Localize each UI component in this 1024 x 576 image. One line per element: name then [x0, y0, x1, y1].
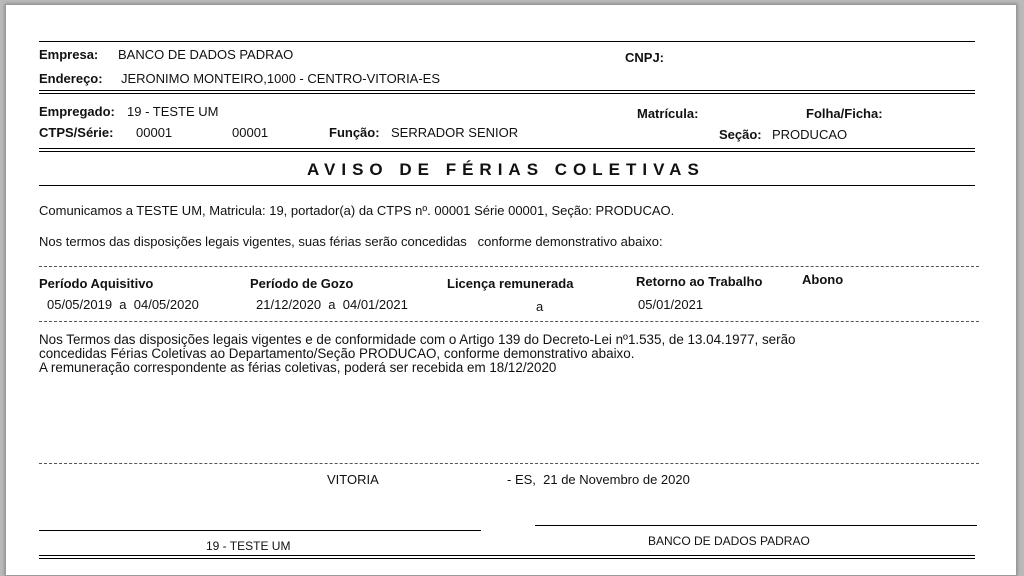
dashed-rule: [39, 463, 979, 464]
legal-line-2: concedidas Férias Coletivas ao Departamento/Seção PRODUCAO, conforme demonstrativo abaixo.: [39, 346, 635, 361]
empregado-value: 19 - TESTE UM: [127, 104, 219, 119]
empregado-label: Empregado:: [39, 104, 115, 119]
retorno-value: 05/01/2021: [638, 297, 704, 312]
rule: [39, 148, 975, 149]
city: VITORIA: [327, 472, 379, 487]
folha-label: Folha/Ficha:: [806, 106, 883, 121]
dashed-rule: [39, 321, 979, 322]
endereco-label: Endereço:: [39, 71, 103, 86]
top-rule: [39, 41, 975, 42]
rule: [39, 90, 975, 91]
funcao-label: Função:: [329, 125, 380, 140]
ctps-serie: 00001: [232, 125, 269, 140]
periodo-aquisitivo-value: 05/05/2019 a 04/05/2020: [47, 297, 199, 312]
bottom-rule: [39, 558, 975, 559]
cnpj-label: CNPJ:: [625, 50, 665, 65]
endereco-value: JERONIMO MONTEIRO,1000 - CENTRO-VITORIA-ES: [121, 71, 441, 86]
company-signature-line: [535, 525, 977, 526]
rule: [39, 185, 975, 186]
periodo-aquisitivo-label: Período Aquisitivo: [39, 276, 154, 291]
employee-signature-name: 19 - TESTE UM: [206, 539, 291, 553]
ctps-label: CTPS/Série:: [39, 125, 114, 140]
licenca-value: a: [536, 299, 544, 314]
matricula-label: Matrícula:: [637, 106, 699, 121]
bottom-rule: [39, 555, 975, 556]
legal-line-1: Nos Termos das disposições legais vigentes e de conformidade com o Artigo 139 do Decreto-Lei nº1.535, de 13.04.1977, serão: [39, 332, 796, 347]
retorno-label: Retorno ao Trabalho: [636, 274, 763, 289]
intro-text: Comunicamos a TESTE UM, Matricula: 19, portador(a) da CTPS nº. 00001 Série 00001, Seção: PRODUCAO.: [39, 203, 675, 218]
periodo-gozo-label: Período de Gozo: [250, 276, 354, 291]
empresa-label: Empresa:: [39, 47, 99, 62]
employee-signature-line: [39, 530, 481, 531]
document-page: [5, 4, 1017, 576]
licenca-label: Licença remunerada: [447, 276, 574, 291]
rule: [39, 151, 975, 152]
empresa-value: BANCO DE DADOS PADRAO: [118, 47, 294, 62]
dashed-rule: [39, 266, 979, 267]
funcao-value: SERRADOR SENIOR: [391, 125, 519, 140]
terms-text: Nos termos das disposições legais vigentes, suas férias serão concedidas conforme demonstrativo abaixo:: [39, 234, 663, 249]
legal-line-3: A remuneração correspondente as férias coletivas, poderá ser recebida em 18/12/2020: [39, 360, 557, 375]
periodo-gozo-value: 21/12/2020 a 04/01/2021: [256, 297, 408, 312]
abono-label: Abono: [802, 272, 844, 287]
company-signature-name: BANCO DE DADOS PADRAO: [648, 534, 810, 548]
date: - ES, 21 de Novembro de 2020: [507, 472, 690, 487]
ctps-number: 00001: [136, 125, 173, 140]
rule: [39, 93, 975, 94]
secao-value: PRODUCAO: [772, 127, 848, 142]
secao-label: Seção:: [719, 127, 762, 142]
document-title: AVISO DE FÉRIAS COLETIVAS: [307, 160, 705, 179]
